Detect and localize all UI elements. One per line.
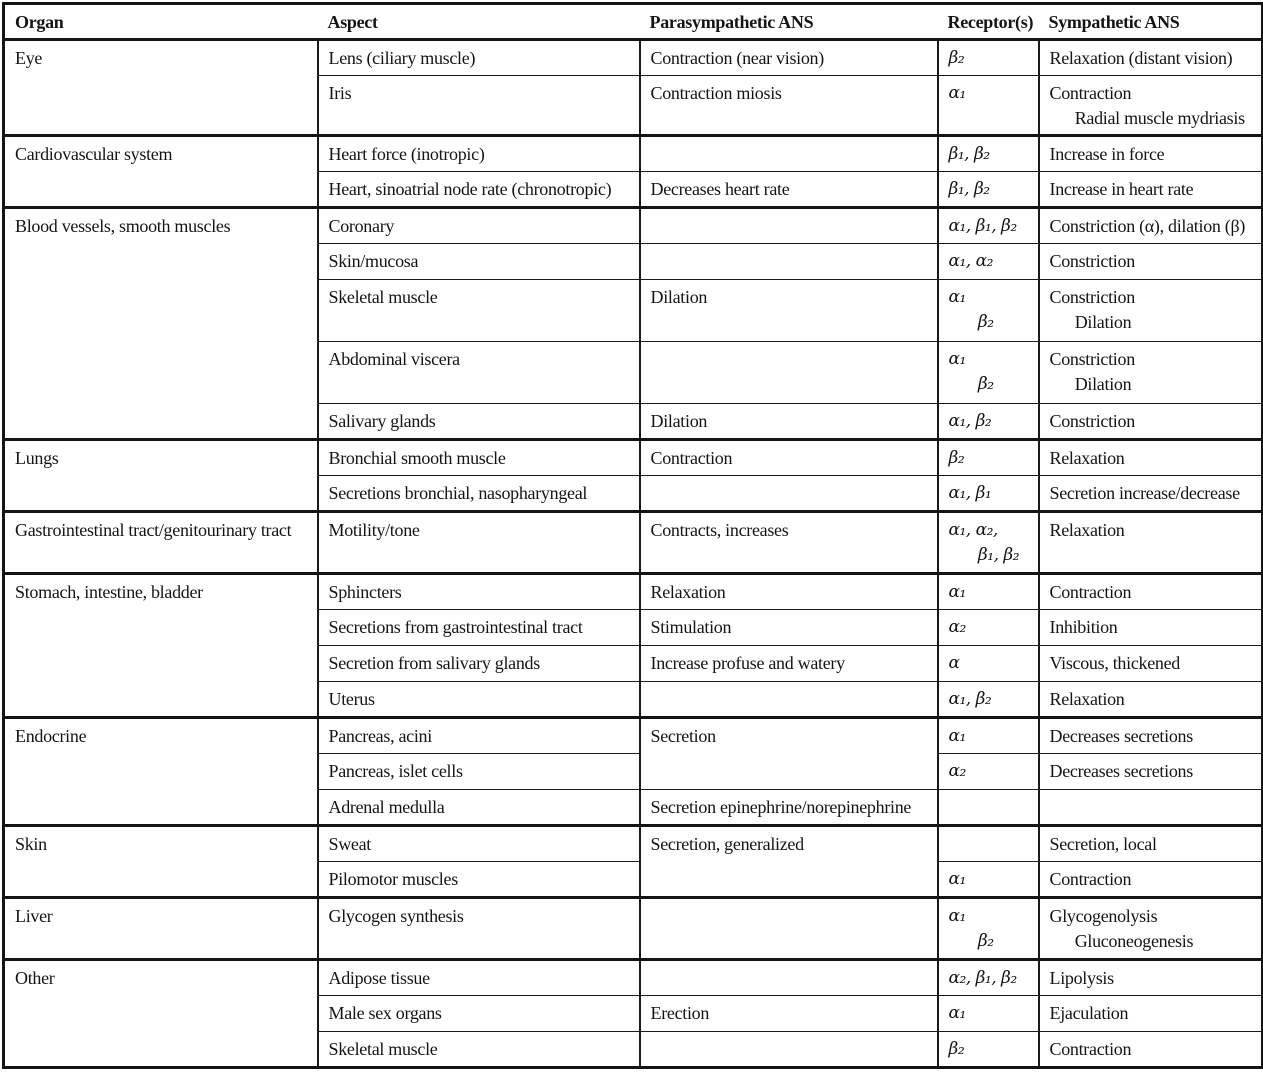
receptor-cell: α₂, β₁, β₂ [938, 960, 1039, 996]
column-header-parasympathetic: Parasympathetic ANS [640, 4, 938, 40]
parasympathetic-cell: Stimulation [640, 610, 938, 646]
table-row [4, 136, 1263, 172]
receptor-cell [938, 826, 1039, 862]
parasympathetic-cell: Decreases heart rate [640, 172, 938, 208]
receptor-cell: α₁, β₁, β₂ [938, 208, 1039, 244]
aspect-cell: Uterus [318, 682, 640, 718]
table-row [4, 898, 1263, 960]
column-header-organ: Organ [4, 4, 318, 40]
organ-section-gi-gu-tract [4, 512, 1263, 574]
receptor-cell: α₁, β₂ [938, 404, 1039, 440]
receptor-cell: β₂ [938, 440, 1039, 476]
sympathetic-cell: Secretion, local [1039, 826, 1263, 862]
table-row [4, 574, 1263, 610]
organ-cell: Lungs [4, 440, 318, 512]
column-header-receptors: Receptor(s) [938, 4, 1039, 40]
aspect-cell: Pancreas, acini [318, 718, 640, 754]
parasympathetic-cell: Contraction [640, 440, 938, 476]
aspect-cell: Bronchial smooth muscle [318, 440, 640, 476]
organ-cell: Other [4, 960, 318, 1068]
organ-section-lungs [4, 440, 1263, 512]
parasympathetic-cell [640, 476, 938, 512]
receptor-cell: α₁ [938, 76, 1039, 136]
sympathetic-cell [1039, 790, 1263, 826]
organ-section-stomach-intestine-bladder [4, 574, 1263, 718]
aspect-cell: Coronary [318, 208, 640, 244]
receptor-cell: β₂ [938, 1032, 1039, 1068]
aspect-cell: Skin/mucosa [318, 244, 640, 280]
table-row [4, 960, 1263, 996]
parasympathetic-cell [640, 136, 938, 172]
table-row [4, 512, 1263, 574]
table-row [4, 826, 1263, 862]
receptor-cell: α₂ [938, 610, 1039, 646]
organ-section-blood-vessels [4, 208, 1263, 440]
parasympathetic-cell [640, 682, 938, 718]
sympathetic-cell: Contraction Radial muscle mydriasis [1039, 76, 1263, 136]
sympathetic-cell: Decreases secretions [1039, 718, 1263, 754]
table-row [4, 208, 1263, 244]
sympathetic-cell: Increase in heart rate [1039, 172, 1263, 208]
sympathetic-cell: Contraction [1039, 862, 1263, 898]
receptor-cell [938, 790, 1039, 826]
organ-section-cardiovascular [4, 136, 1263, 208]
organ-cell: Eye [4, 40, 318, 136]
aspect-cell: Salivary glands [318, 404, 640, 440]
organ-cell: Stomach, intestine, bladder [4, 574, 318, 718]
ans-effects-table [2, 2, 1263, 1069]
receptor-cell: α₁, α₂, β₁, β₂ [938, 512, 1039, 574]
receptor-cell: α₁, β₂ [938, 682, 1039, 718]
parasympathetic-cell: Increase profuse and watery [640, 646, 938, 682]
sympathetic-cell: Contraction [1039, 574, 1263, 610]
parasympathetic-cell: Erection [640, 996, 938, 1032]
aspect-cell: Sweat [318, 826, 640, 862]
aspect-cell: Lens (ciliary muscle) [318, 40, 640, 76]
receptor-cell: α₁ β₂ [938, 342, 1039, 404]
aspect-cell: Iris [318, 76, 640, 136]
sympathetic-cell: Constriction Dilation [1039, 280, 1263, 342]
sympathetic-cell: Decreases secretions [1039, 754, 1263, 790]
aspect-cell: Adrenal medulla [318, 790, 640, 826]
organ-cell: Gastrointestinal tract/genitourinary tract [4, 512, 318, 574]
parasympathetic-cell: Dilation [640, 404, 938, 440]
organ-section-skin [4, 826, 1263, 898]
sympathetic-cell: Inhibition [1039, 610, 1263, 646]
sympathetic-cell: Constriction [1039, 244, 1263, 280]
organ-cell: Blood vessels, smooth muscles [4, 208, 318, 440]
header-row [4, 4, 1263, 40]
receptor-cell: β₂ [938, 40, 1039, 76]
sympathetic-cell: Secretion increase/decrease [1039, 476, 1263, 512]
sympathetic-cell: Relaxation (distant vision) [1039, 40, 1263, 76]
receptor-cell: α₁, α₂ [938, 244, 1039, 280]
table-row [4, 440, 1263, 476]
table-row [4, 718, 1263, 754]
receptor-cell: α₂ [938, 754, 1039, 790]
aspect-cell: Heart force (inotropic) [318, 136, 640, 172]
sympathetic-cell: Constriction [1039, 404, 1263, 440]
aspect-cell: Adipose tissue [318, 960, 640, 996]
aspect-cell: Pancreas, islet cells [318, 754, 640, 790]
parasympathetic-cell: Secretion epinephrine/norepinephrine [640, 790, 938, 826]
sympathetic-cell: Lipolysis [1039, 960, 1263, 996]
parasympathetic-cell: Contraction miosis [640, 76, 938, 136]
receptor-cell: α₁ β₂ [938, 280, 1039, 342]
parasympathetic-cell: Contracts, increases [640, 512, 938, 574]
organ-cell: Endocrine [4, 718, 318, 826]
receptor-cell: α [938, 646, 1039, 682]
sympathetic-cell: Viscous, thickened [1039, 646, 1263, 682]
aspect-cell: Motility/tone [318, 512, 640, 574]
sympathetic-cell: Relaxation [1039, 512, 1263, 574]
sympathetic-cell: Relaxation [1039, 440, 1263, 476]
aspect-cell: Skeletal muscle [318, 1032, 640, 1068]
parasympathetic-cell: Secretion, generalized [640, 826, 938, 898]
receptor-cell: β₁, β₂ [938, 172, 1039, 208]
parasympathetic-cell [640, 960, 938, 996]
organ-cell: Liver [4, 898, 318, 960]
receptor-cell: β₁, β₂ [938, 136, 1039, 172]
organ-section-endocrine [4, 718, 1263, 826]
sympathetic-cell: Ejaculation [1039, 996, 1263, 1032]
receptor-cell: α₁ [938, 862, 1039, 898]
organ-cell: Cardiovascular system [4, 136, 318, 208]
aspect-cell: Skeletal muscle [318, 280, 640, 342]
parasympathetic-cell [640, 208, 938, 244]
sympathetic-cell: Glycogenolysis Gluconeogenesis [1039, 898, 1263, 960]
organ-cell: Skin [4, 826, 318, 898]
aspect-cell: Pilomotor muscles [318, 862, 640, 898]
parasympathetic-cell: Relaxation [640, 574, 938, 610]
column-header-sympathetic: Sympathetic ANS [1039, 4, 1263, 40]
parasympathetic-cell [640, 898, 938, 960]
parasympathetic-cell [640, 244, 938, 280]
parasympathetic-cell: Contraction (near vision) [640, 40, 938, 76]
sympathetic-cell: Increase in force [1039, 136, 1263, 172]
sympathetic-cell: Constriction (α), dilation (β) [1039, 208, 1263, 244]
organ-section-other [4, 960, 1263, 1068]
sympathetic-cell: Contraction [1039, 1032, 1263, 1068]
receptor-cell: α₁ β₂ [938, 898, 1039, 960]
aspect-cell: Secretion from salivary glands [318, 646, 640, 682]
organ-section-eye [4, 40, 1263, 136]
column-header-aspect: Aspect [318, 4, 640, 40]
aspect-cell: Glycogen synthesis [318, 898, 640, 960]
aspect-cell: Heart, sinoatrial node rate (chronotropic) [318, 172, 640, 208]
receptor-cell: α₁, β₁ [938, 476, 1039, 512]
aspect-cell: Secretions bronchial, nasopharyngeal [318, 476, 640, 512]
receptor-cell: α₁ [938, 574, 1039, 610]
parasympathetic-cell [640, 342, 938, 404]
sympathetic-cell: Constriction Dilation [1039, 342, 1263, 404]
receptor-cell: α₁ [938, 996, 1039, 1032]
aspect-cell: Abdominal viscera [318, 342, 640, 404]
table-header [4, 4, 1263, 40]
aspect-cell: Sphincters [318, 574, 640, 610]
aspect-cell: Secretions from gastrointestinal tract [318, 610, 640, 646]
organ-section-liver [4, 898, 1263, 960]
aspect-cell: Male sex organs [318, 996, 640, 1032]
parasympathetic-cell: Dilation [640, 280, 938, 342]
parasympathetic-cell [640, 1032, 938, 1068]
receptor-cell: α₁ [938, 718, 1039, 754]
parasympathetic-cell: Secretion [640, 718, 938, 790]
table-row [4, 40, 1263, 76]
sympathetic-cell: Relaxation [1039, 682, 1263, 718]
